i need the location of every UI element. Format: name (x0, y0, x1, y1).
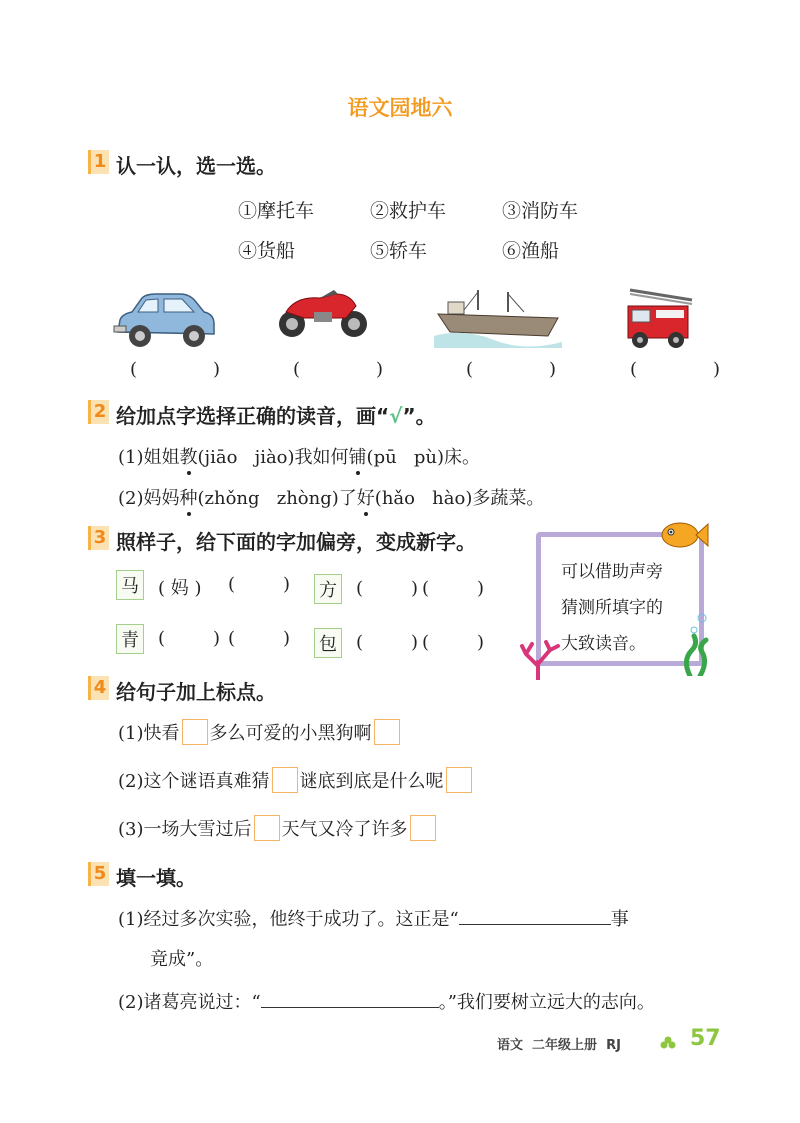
sentence-3: (3)一场大雪过后 天气又冷了许多 (118, 815, 438, 841)
car-illustration (110, 290, 220, 352)
answer-blank[interactable]: ( ) (422, 632, 484, 653)
option-1: ①摩托车 (238, 200, 315, 222)
fill-line-1: (1)经过多次实验，他终于成功了。这正是“ 事 (118, 909, 629, 930)
motorcycle-illustration (276, 288, 370, 338)
clover-icon (660, 1036, 676, 1052)
answer-blank[interactable]: ( ) (356, 632, 418, 653)
question-4-prompt: 给句子加上标点。 (116, 680, 276, 704)
answer-blank-fire-truck[interactable]: ( ) (630, 359, 720, 380)
fish-icon (658, 518, 710, 552)
option-2: ②救护车 (370, 200, 447, 222)
pinyin-option[interactable]: zhòng)了 (276, 488, 357, 509)
answer-blank-car[interactable]: ( ) (130, 359, 220, 380)
cargo-ship-illustration (434, 288, 564, 350)
option-3: ③消防车 (502, 200, 579, 222)
option-6: ⑥渔船 (502, 240, 560, 262)
punctuation-box[interactable] (446, 767, 472, 793)
fill-blank[interactable] (261, 1007, 439, 1008)
question-number-3: 3 (88, 526, 109, 550)
question-2-line-2: (2)妈妈种(zhǒng zhòng)了好(hǎo hào)多蔬菜。 (118, 484, 544, 510)
question-2-line-1: (1)姐姐教(jiāo jiào)我如何铺(pū pù)床。 (118, 443, 480, 469)
question-number-1: 1 (88, 150, 109, 174)
question-5-prompt: 填一填。 (116, 866, 196, 890)
question-3-prompt: 照样子，给下面的字加偏旁，变成新字。 (116, 530, 476, 554)
answer-blank[interactable]: ( ) (356, 578, 418, 599)
fill-blank[interactable] (459, 924, 611, 925)
answer-blank[interactable]: ( ) (158, 628, 220, 649)
question-1-prompt: 认一认，选一选。 (116, 154, 276, 178)
pinyin-option[interactable]: (jiāo (197, 447, 238, 468)
pinyin-option[interactable]: hào)多蔬菜。 (432, 488, 545, 509)
question-2-prompt: 给加点字选择正确的读音，画“√”。 (116, 404, 436, 428)
punctuation-box[interactable] (254, 815, 280, 841)
base-char-box: 马 (116, 570, 144, 600)
answer-blank-ship[interactable]: ( ) (466, 359, 556, 380)
punctuation-box[interactable] (182, 719, 208, 745)
option-5: ⑤轿车 (370, 240, 428, 262)
base-char-box: 方 (314, 574, 342, 604)
tip-note-line: 大致读音。 (561, 634, 646, 654)
tip-note-line: 猜测所填字的 (561, 598, 663, 618)
answer-blank-motorcycle[interactable]: ( ) (293, 359, 383, 380)
pinyin-option[interactable]: (pū (366, 447, 397, 468)
coral-icon (516, 640, 562, 680)
question-number-2: 2 (88, 400, 109, 424)
question-number-5: 5 (88, 862, 109, 886)
seaweed-icon (680, 610, 716, 676)
option-4: ④货船 (238, 240, 296, 262)
page-number: 57 (690, 1026, 721, 1051)
fire-truck-illustration (622, 288, 698, 350)
answer-blank[interactable]: ( ) (422, 578, 484, 599)
check-mark-icon: √ (389, 404, 403, 428)
sentence-2: (2)这个谜语真难猜 谜底到底是什么呢 (118, 767, 474, 793)
page-title: 语文园地六 (347, 96, 453, 120)
base-char-box: 青 (116, 624, 144, 654)
example-answer: ( 妈 ) (158, 578, 202, 599)
punctuation-box[interactable] (374, 719, 400, 745)
answer-blank[interactable]: ( ) (228, 628, 290, 649)
pinyin-option[interactable]: jiào)我如何 (254, 447, 349, 468)
question-number-4: 4 (88, 676, 109, 700)
sentence-1: (1)快看 多么可爱的小黑狗啊 (118, 719, 402, 745)
pinyin-option[interactable]: (hǎo (374, 488, 415, 509)
pinyin-option[interactable]: pù)床。 (413, 447, 480, 468)
punctuation-box[interactable] (410, 815, 436, 841)
fill-line-2: (2)诸葛亮说过：“ 。”我们要树立远大的志向。 (118, 992, 655, 1013)
punctuation-box[interactable] (272, 767, 298, 793)
tip-note-line: 可以借助声旁 (561, 562, 663, 582)
base-char-box: 包 (314, 628, 342, 658)
footer-book-info: 语文 二年级上册 RJ (497, 1038, 621, 1053)
pinyin-option[interactable]: (zhǒng (197, 488, 260, 509)
fill-line-1-cont: 竟成”。 (150, 949, 214, 970)
answer-blank[interactable]: ( ) (228, 574, 290, 595)
